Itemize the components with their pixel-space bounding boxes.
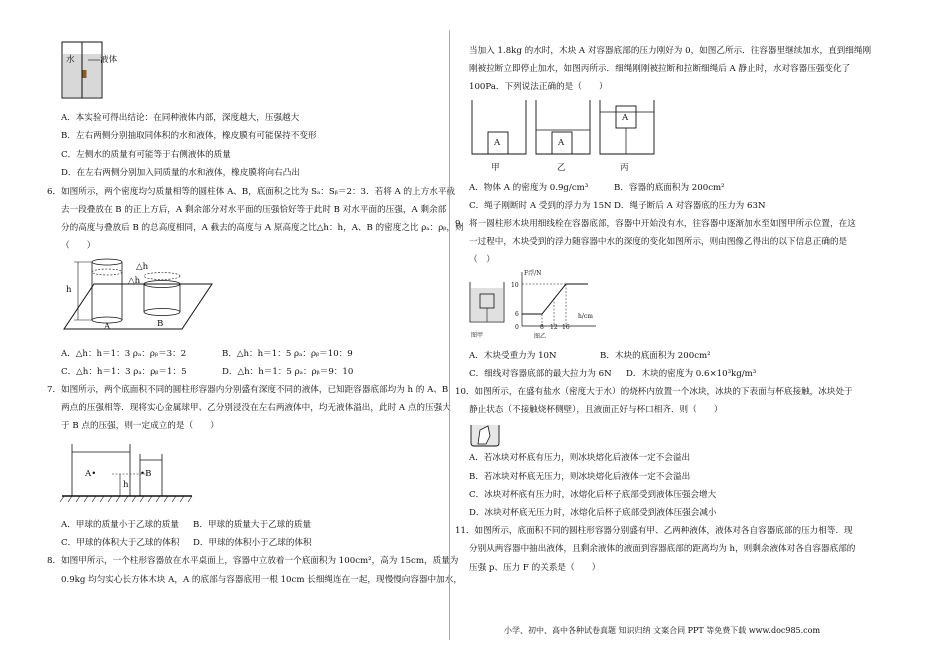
column-divider [449,30,450,640]
q7-label-h: h [123,480,129,490]
q8-cont-2: 刚被拉断立即停止加水，如图丙所示．细绳刚刚被拉断和拉断细绳后 A 静止时，水对容器压强变化了 [469,64,851,74]
q8-figure [470,98,660,158]
q7-line-1: 7．如图所示，两个底面积不同的圆柱形容器内分别盛有深度不同的液体，已知距容器底部均为 h 的 A、B [47,385,449,395]
q9-tick-12: 12 [550,324,558,331]
q10-option-c: C．冰块对杯底有压力时，冰熔化后杯子底部受到液体压强会增大 [469,490,717,500]
q6-option-c: C．△h：h＝1：3 ρₐ：ρᵦ＝1：5 [61,367,187,377]
q9-tick-6: 6 [515,311,519,318]
q7-option-a: A．甲球的质量小于乙球的质量 [61,520,179,530]
q6-line-1: 6．如图所示，两个密度均匀质量相等的圆柱体 A、B，底面积之比为 Sₐ：Sᵦ＝2：3．若将 A 的上方水平截 [47,187,456,197]
q9-axis-h: h/cm [578,313,593,320]
q9-tick-0: 0 [515,324,519,331]
q10-figure [468,422,504,448]
q9-caption-2: 图乙 [534,333,547,340]
q8-label-a2: A [558,138,565,148]
q8-option-a: A．物体 A 的密度为 0.9g/cm³ [469,183,589,193]
q9-line-1: 9．将一圆柱形木块用细线栓在容器底部，容器中开始没有水，往容器中逐渐加水至如图甲所示位置，在这 [455,219,856,229]
q7-option-c: C．甲球的体积大于乙球的体积 [61,538,180,548]
page-footer: 小学、初中、高中各种试卷真题 知识归纳 文案合同 PPT 等免费下载 www.doc985.com [504,626,821,635]
q6-option-b: B．△h：h＝1：5 ρₐ：ρᵦ＝10：9 [222,349,353,359]
q8-cont-3: 100Pa．下列说法正确的是（ ） [469,82,608,92]
q9-option-b: B．木块的底面积为 200cm² [600,351,711,361]
q5-option-b: B．左右两侧分别抽取同体积的水和液体，橡皮膜有可能保持不变形 [61,131,317,141]
q5-option-c: C．左侧水的质量有可能等于右侧液体的质量 [61,150,231,160]
q9-tick-16: 16 [562,324,570,331]
q8-option-b: B．容器的底面积为 200cm² [614,183,725,193]
q11-line-3: 压强 p、压力 F 的关系是（ ） [469,563,601,573]
q8-caption-yi: 乙 [557,163,566,173]
q6-label-dh2: △h [128,276,141,286]
q10-option-a: A．若冰块对杯底有压力，则冰块熔化后液体一定不会溢出 [469,453,691,463]
q8-caption-bing: 丙 [620,163,629,173]
q7-line-3: 于 B 点的压强，则一定成立的是（ ） [61,421,219,431]
q9-tick-8: 8 [540,324,544,331]
q10-option-b: B．若冰块对杯底无压力，则冰块熔化后液体一定不会溢出 [469,472,691,482]
q5-figure [60,40,140,100]
q8-label-a1: A [494,138,501,148]
q7-line-2: 两点的压强相等．现将实心金属球甲、乙分别浸没在左右两液体中，均无液体溢出，此时 A 点的压强大 [61,403,451,413]
q7-option-b: B．甲球的质量大于乙球的质量 [193,520,312,530]
q5-option-a: A．本实验可得出结论：在同种液体内部，深度越大，压强越大 [61,113,300,123]
q11-line-2: 分别从两容器中抽出液体，且剩余液体的液面到容器底部的距离均为 h，则剩余液体对各自容器底部的 [469,544,856,554]
q8-line-2: 0.9kg 均匀实心长方体木块 A，A 的底部与容器底用一根 10cm 长细绳连在一起，现慢慢向容器中加水， [61,575,462,585]
q6-label-h: h [66,285,72,295]
q9-axis-f: F浮/N [524,270,542,277]
q8-cont-1: 当加入 1.8kg 的水时，木块 A 对容器底部的压力刚好为 0，如图乙所示．往容器里继续加水，直到细绳刚 [469,46,872,56]
q9-line-3: （ ） [469,255,495,265]
q6-option-d: D．△h：h＝1：5 ρₐ：ρᵦ＝9：10 [222,367,354,377]
q10-option-d: D．冰块对杯底无压力时，冰熔化后杯子底部受到液体压强会减小 [469,508,717,518]
q6-label-b: B [157,319,164,329]
q8-option-d: D．绳子断后 A 对容器底的压力为 63N [614,201,766,211]
q9-tick-10: 10 [511,282,519,289]
q8-option-c: C．绳子刚断时 A 受到的浮力为 15N [469,201,612,211]
q5-option-d: D．在左右两侧分别加入同质量的水和液体，橡皮膜将向右凸出 [61,168,300,178]
q10-line-2: 静止状态（不接触烧杯侧壁），且液面正好与杯口相齐．则（ ） [469,405,723,415]
q6-line-4: （ ） [61,241,96,251]
q6-label-dh1: △h [136,262,149,272]
q8-label-a3: A [622,113,629,123]
q9-line-2: 一过程中，木块受到的浮力随容器中水的深度的变化如图所示，则由图像乙得出的以下信息正确的是 [469,237,848,247]
q10-line-1: 10．如图所示，在盛有盐水（密度大于水）的烧杯内放置一个冰块，冰块的下表面与杯底接触，冰块处于 [455,387,853,397]
q7-figure [60,438,195,508]
q9-option-a: A．木块受重力为 10N [469,351,557,361]
q6-line-3: 分的高度与叠放后 B 的总高度相同，A 截去的高度与 A 原高度之比△h：h，A、B 的密度之比 ρₐ：ρᵦ，则 [61,223,464,233]
q11-line-1: 11．如图所示，底面积不同的圆柱形容器分别盛有甲、乙两种液体，液体对各自容器底部的压力相等．现 [455,526,853,536]
q9-option-c: C．细线对容器底部的最大拉力为 6N [469,369,612,379]
fig-label-water: 水 [66,55,75,65]
q7-label-a: A• [85,469,97,479]
q7-option-d: D．甲球的体积小于乙球的体积 [193,538,312,548]
q7-label-b: •B [140,469,152,479]
q6-option-a: A．△h：h＝1：3 ρₐ：ρᵦ＝3：2 [61,349,187,359]
fig-label-liquid: 液体 [100,55,118,65]
q6-line-2: 去一段叠放在 B 的正上方后，A 剩余部分对水平面的压强恰好等于此时 B 对水平面的压强，A 剩余部 [61,205,447,215]
q9-caption-1: 图甲 [471,332,484,339]
q6-label-a: A [104,322,111,332]
q9-option-d: D．木块的密度为 0.6×10³kg/m³ [626,369,757,379]
q8-line-1: 8．如图甲所示，一个柱形容器放在水平桌面上，容器中立放着一个底面积为 100cm²，高为 15cm，质量为 [47,556,459,566]
q8-caption-jia: 甲 [491,163,500,173]
